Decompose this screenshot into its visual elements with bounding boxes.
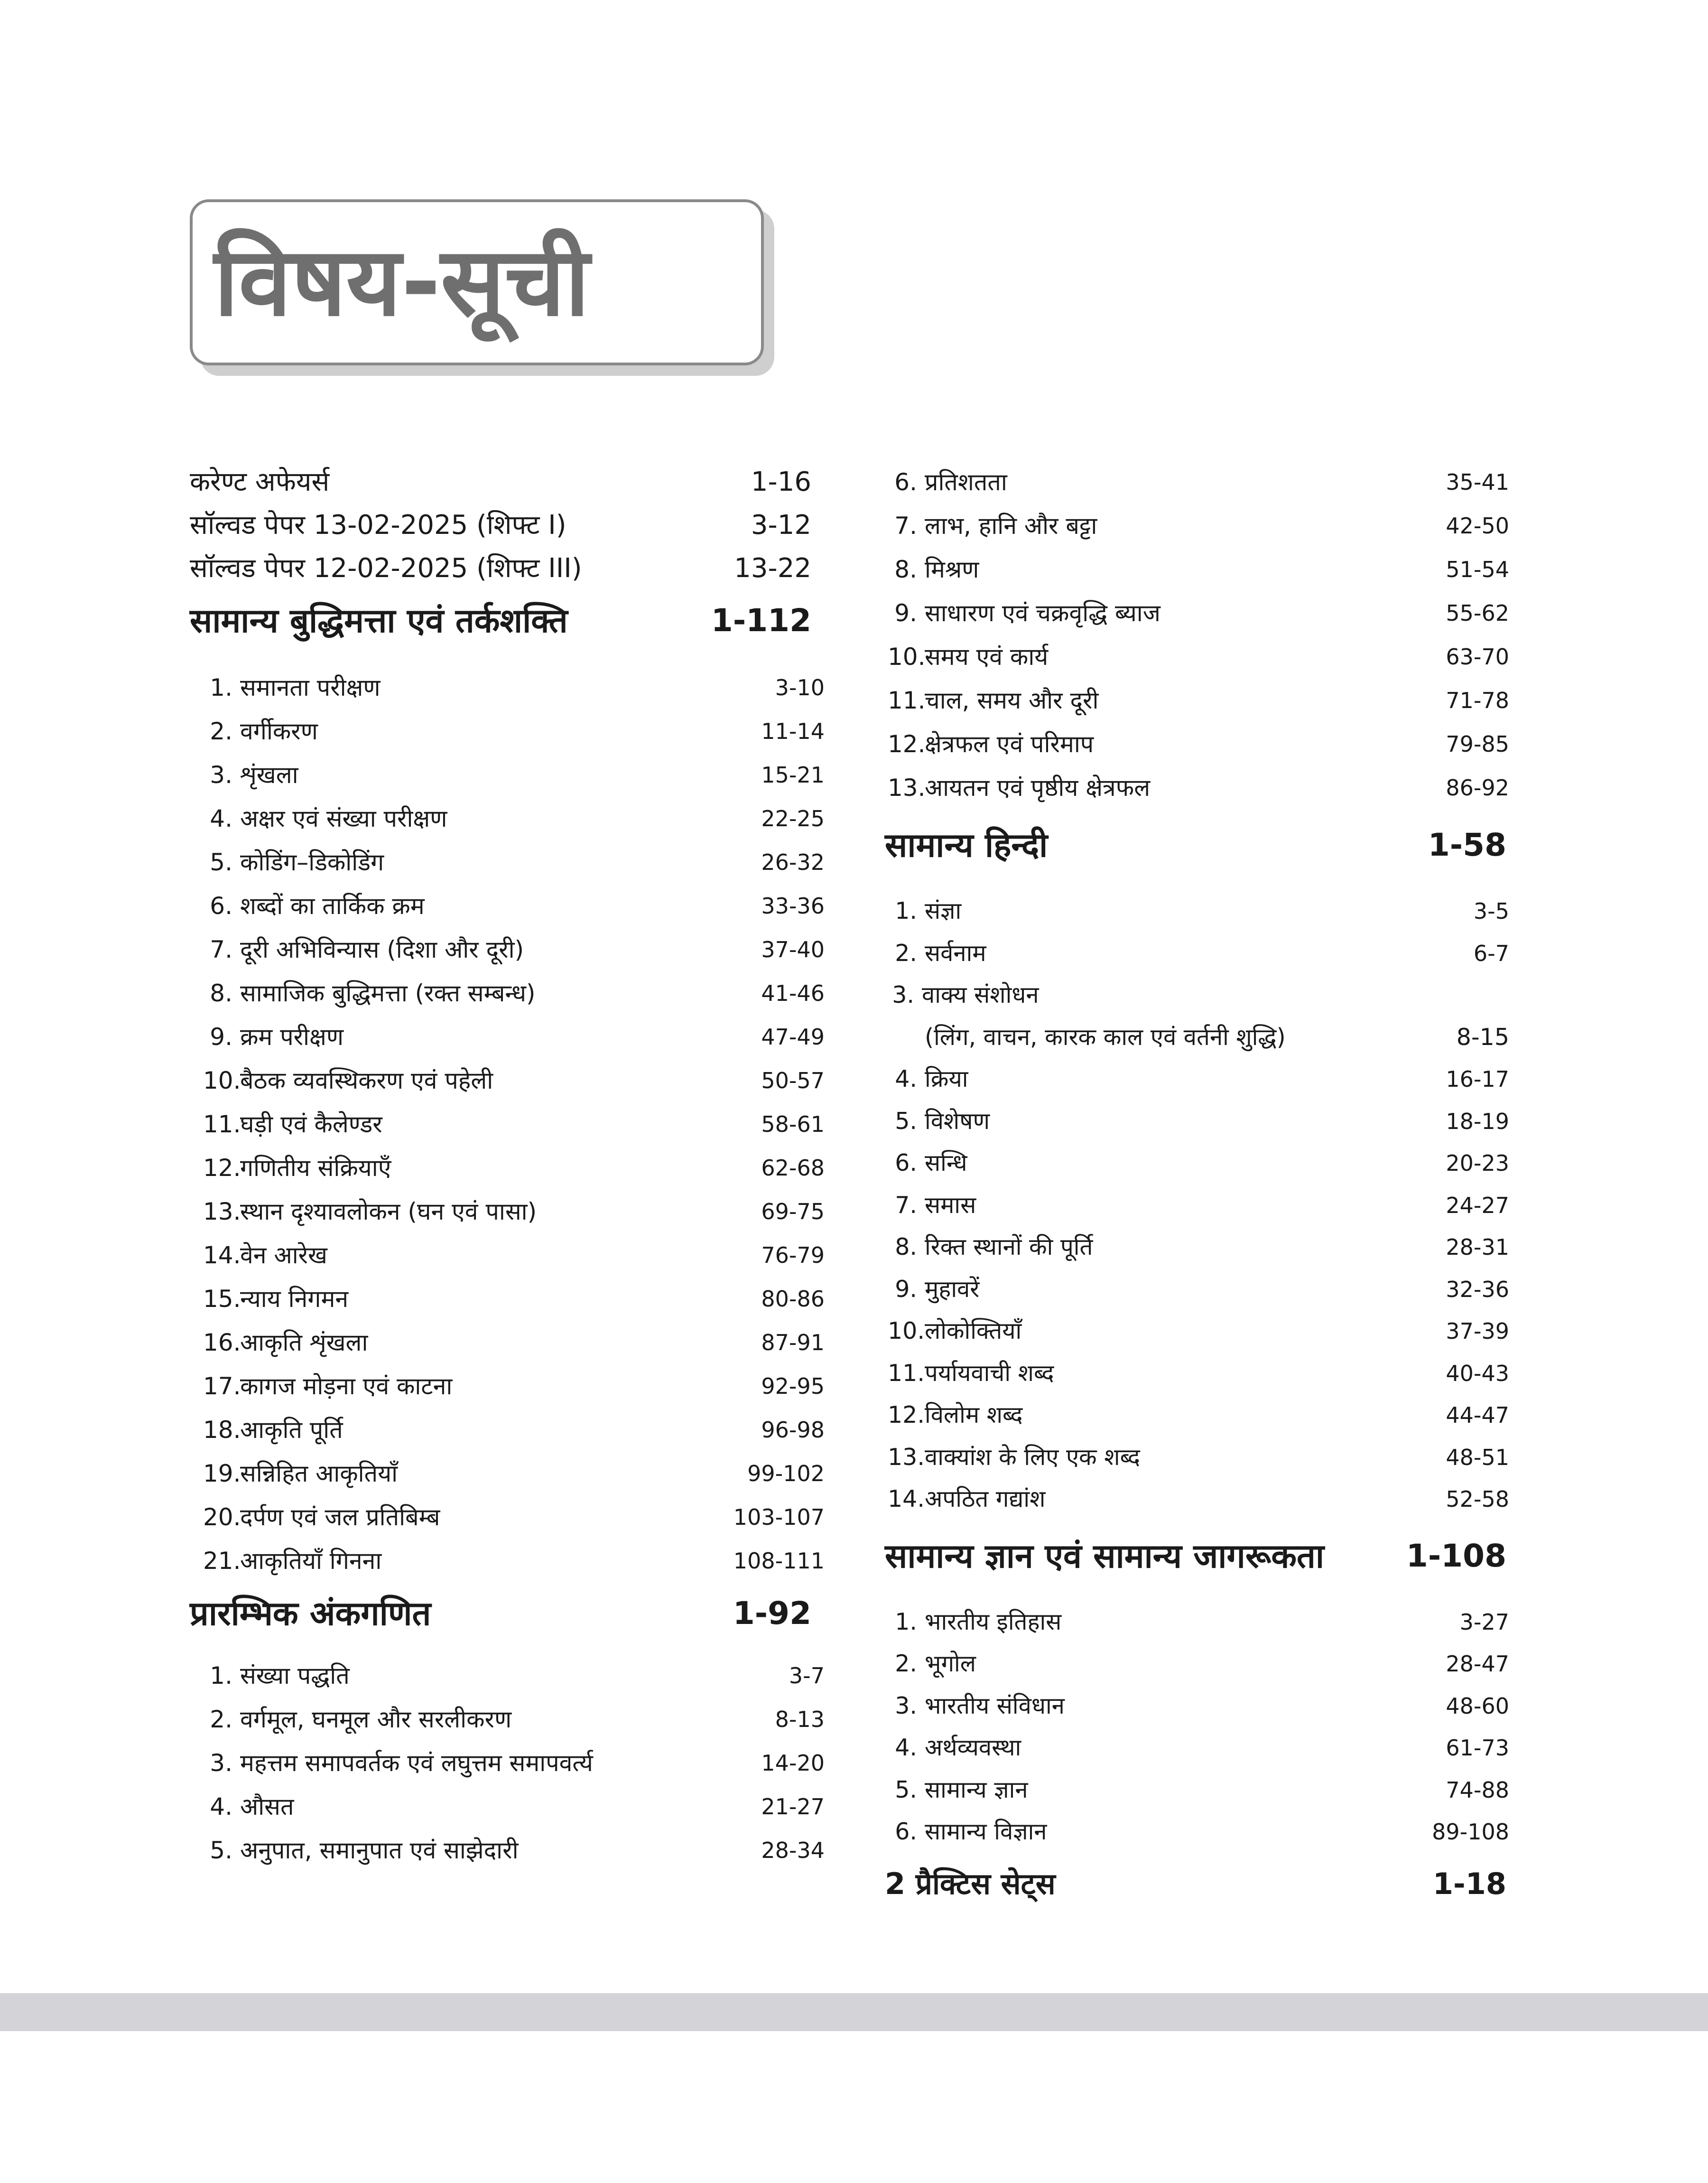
entry-number: 13. [203,1198,241,1225]
entry-label: प्रतिशतता [925,468,1007,496]
entry-label: गणितीय संक्रियाएँ [240,1154,391,1182]
entry-pages: 3-10 [775,675,825,700]
toc-entry [885,1310,1509,1353]
entry-number: 6. [894,468,917,496]
entry-number: 1. [210,674,232,701]
toc-entry [190,1364,825,1408]
entry-label: अपठित गद्यांश [925,1485,1046,1512]
entry-pages: 50-57 [761,1068,825,1093]
entry-label: सॉल्वड पेपर 12-02-2025 (शिफ्ट III) [190,553,582,584]
entry-label: वाक्यांश के लिए एक शब्द [925,1443,1140,1471]
entry-label: सर्वनाम [925,939,986,967]
entry-number: 14. [888,1485,925,1512]
entry-pages: 40-43 [1446,1360,1509,1386]
entry-number: 8. [894,556,917,583]
entry-label: वेन आरेख [240,1241,327,1269]
entry-number: 2. [895,939,917,967]
section-pages: 1-92 [733,1595,811,1632]
entry-number: 9. [894,599,917,627]
page-title: विषय-सूची [214,227,590,337]
toc-entry [885,504,1509,548]
toc-entry [885,1226,1509,1269]
toc-entry [190,1321,825,1364]
toc-entry [190,460,811,504]
entry-label: मुहावरें [925,1275,980,1303]
entry-label: सॉल्वड पेपर 13-02-2025 (शिफ्ट I) [190,510,566,541]
toc-entry [190,1495,825,1539]
section-pages: 1-112 [711,602,811,639]
entry-number: 12. [203,1154,241,1182]
toc-entry [885,1101,1509,1143]
entry-number: 13. [888,1443,925,1471]
entry-number: 4. [895,1734,917,1761]
entry-pages: 41-46 [761,980,825,1006]
toc-entry [190,1698,825,1741]
toc-entry [190,1452,825,1495]
entry-label: रिक्त स्थानों की पूर्ति [925,1233,1093,1260]
entry-label: वर्गीकरण [240,718,318,745]
entry-pages: 48-51 [1446,1444,1509,1470]
entry-number: 3. [210,1749,232,1777]
entry-number: 8. [895,1233,917,1260]
entry-pages: 3-5 [1473,898,1509,924]
toc-entry [885,766,1509,810]
toc-entry [190,1539,825,1583]
entry-label: संख्या पद्धति [240,1662,350,1689]
entry-label: आकृतियाँ गिनना [240,1547,382,1575]
entry-label: साधारण एवं चक्रवृद्धि ब्याज [925,599,1160,627]
entry-label: वर्गमूल, घनमूल और सरलीकरण [240,1706,512,1733]
toc-entry [190,1146,825,1190]
toc-entry [885,1643,1509,1685]
entry-number: 17. [203,1372,241,1400]
entry-pages: 21-27 [761,1794,825,1819]
entry-label: क्रम परीक्षण [240,1023,343,1051]
toc-entry [190,1015,825,1059]
entry-pages: 11-14 [761,718,825,744]
entry-label: सामान्य विज्ञान [925,1818,1047,1845]
entry-label: सामाजिक बुद्धिमत्ता (रक्त सम्बन्ध) [240,980,536,1007]
practice-sets-row [885,1853,1506,1915]
toc-entry [885,1601,1509,1643]
entry-number: 20. [203,1503,241,1531]
entry-pages: 26-32 [761,849,825,875]
entry-label: सामान्य ज्ञान [925,1776,1028,1803]
entry-pages: 69-75 [761,1199,825,1224]
entry-pages: 3-7 [789,1663,825,1689]
entry-pages: 79-85 [1446,731,1509,757]
entry-pages: 63-70 [1446,644,1509,670]
entry-number: 7. [895,1191,917,1219]
section-title: सामान्य बुद्धिमत्ता एवं तर्कशक्ति [190,601,568,640]
toc-entry [190,1741,825,1785]
entry-pages: 86-92 [1446,775,1509,801]
toc-entry [190,1785,825,1828]
entry-number: 18. [203,1416,241,1444]
toc-entry [885,1478,1509,1521]
entry-pages: 3-12 [751,510,811,541]
entry-pages: 8-15 [1456,1023,1509,1051]
entry-label: भूगोल [925,1650,976,1677]
entry-pages: 76-79 [761,1242,825,1268]
entry-pages: 37-39 [1446,1318,1509,1344]
entry-pages: 22-25 [761,806,825,831]
toc-entry [190,971,825,1015]
entry-pages: 71-78 [1446,688,1509,713]
entry-pages: 52-58 [1446,1486,1509,1512]
entry-pages: 1-16 [751,466,811,497]
entry-number: 16. [203,1329,241,1356]
entry-label-line2: (लिंग, वाचन, कारक काल एवं वर्तनी शुद्धि) [925,1023,1286,1051]
entry-label: आयतन एवं पृष्ठीय क्षेत्रफल [925,774,1151,802]
entry-label: मिश्रण [925,556,979,583]
section-header [885,814,1506,890]
entry-label: लोकोक्तियाँ [925,1317,1022,1344]
entry-number: 13. [888,774,926,802]
entry-pages: 8-13 [775,1707,825,1732]
entry-label: दर्पण एवं जल प्रतिबिम्ब [240,1503,440,1531]
entry-pages: 47-49 [761,1024,825,1050]
entry-pages: 61-73 [1446,1735,1509,1761]
toc-entry [885,974,1509,1058]
entry-label: स्थान दृश्यावलोकन (घन एवं पासा) [240,1198,537,1225]
entry-pages: 35-41 [1446,469,1509,495]
toc-entry [885,933,1509,975]
toc-entry [190,1654,825,1698]
toc-entry [190,1408,825,1452]
entry-number: 14. [203,1241,241,1269]
entry-label: भारतीय इतिहास [925,1608,1062,1635]
entry-number: 5. [210,849,232,876]
entry-number: 6. [895,1149,917,1176]
entry-number: 6. [895,1818,917,1845]
entry-pages: 92-95 [761,1373,825,1399]
toc-entry [190,1102,825,1146]
entry-pages: 58-61 [761,1111,825,1137]
entry-number: 5. [895,1776,917,1803]
entry-number: 4. [210,1793,232,1820]
entry-pages: 74-88 [1446,1777,1509,1803]
entry-pages: 87-91 [761,1330,825,1355]
section-header [885,1525,1506,1601]
entry-pages: 32-36 [1446,1276,1509,1302]
entry-pages: 103-107 [733,1504,825,1530]
entry-label: करेण्ट अफेयर्स [190,466,330,497]
entry-label: आकृति पूर्ति [240,1416,343,1444]
entry-number: 9. [895,1275,917,1303]
entry-pages: 44-47 [1446,1402,1509,1428]
title-box [190,199,764,365]
entry-label: आकृति शृंखला [240,1329,368,1356]
entry-label: समास [925,1191,976,1219]
entry-label: विलोम शब्द [925,1401,1023,1428]
entry-number: 12. [888,1401,925,1428]
entry-label: सन्निहित आकृतियाँ [240,1460,398,1487]
entry-pages: 28-47 [1446,1651,1509,1677]
entry-number: 11. [888,687,926,714]
toc-entry [885,1058,1509,1101]
toc-right-column [885,460,1509,1915]
entry-label: अनुपात, समानुपात एवं साझेदारी [240,1837,519,1864]
toc-entry [885,722,1509,766]
entry-number: 3. [895,1692,917,1719]
entry-number: 10. [888,1317,925,1344]
practice-label: 2 प्रैक्टिस सेट्स [885,1866,1056,1901]
entry-number: 9. [210,1023,232,1051]
toc-entry [885,591,1509,635]
section-title: प्रारम्भिक अंकगणित [190,1594,431,1633]
toc-entry [885,1269,1509,1311]
toc-entry [190,504,811,547]
entry-pages: 37-40 [761,937,825,962]
toc-entry [885,1185,1509,1227]
entry-pages: 42-50 [1446,513,1509,539]
entry-label: संज्ञा [925,897,962,924]
entry-number: 3. [892,981,914,1008]
entry-label: घड़ी एवं कैलेण्डर [240,1110,382,1138]
footer-band [0,1993,1708,2031]
entry-label: न्याय निगमन [240,1285,349,1313]
entry-number: 11. [203,1110,241,1138]
entry-label: चाल, समय और दूरी [925,687,1099,714]
entry-number: 11. [888,1359,925,1387]
toc-entry [190,1277,825,1321]
entry-pages: 13-22 [734,553,811,584]
entry-number: 7. [210,936,232,963]
entry-label: शब्दों का तार्किक क्रम [240,892,425,920]
toc-entry [190,709,825,753]
entry-number: 4. [895,1065,917,1092]
practice-pages: 1-18 [1432,1866,1506,1901]
entry-label: अक्षर एवं संख्या परीक्षण [240,805,447,832]
toc-entry [885,548,1509,591]
toc-entry [190,928,825,971]
entry-number: 10. [203,1067,241,1094]
entry-label: समानता परीक्षण [240,674,381,701]
entry-number: 1. [895,1608,917,1635]
toc-entry [190,547,811,590]
entry-pages: 6-7 [1473,940,1509,966]
entry-pages: 3-27 [1459,1609,1509,1635]
toc-entry [190,840,825,884]
entry-pages: 14-20 [761,1750,825,1776]
entry-number: 19. [203,1460,241,1487]
entry-number: 15. [203,1285,241,1313]
entry-number: 4. [210,805,232,832]
entry-pages: 62-68 [761,1155,825,1181]
entry-pages: 15-21 [761,762,825,788]
entry-pages: 16-17 [1446,1066,1509,1092]
entry-number: 6. [210,892,232,920]
entry-label: क्षेत्रफल एवं परिमाप [925,730,1094,758]
section-pages: 1-58 [1428,827,1506,863]
entry-number: 21. [203,1547,241,1575]
entry-number: 2. [895,1650,917,1677]
entry-label: बैठक व्यवस्थिकरण एवं पहेली [240,1067,493,1094]
entry-number: 10. [888,643,926,671]
toc-entry [885,1685,1509,1727]
entry-label: महत्तम समापवर्तक एवं लघुत्तम समापवर्त्य [240,1749,593,1777]
toc-entry [885,1437,1509,1479]
entry-pages: 99-102 [747,1461,825,1486]
toc-entry [885,635,1509,679]
entry-pages: 96-98 [761,1417,825,1443]
entry-pages: 24-27 [1446,1192,1509,1218]
entry-label: अर्थव्यवस्था [925,1734,1021,1761]
entry-label: औसत [240,1793,294,1820]
entry-label: समय एवं कार्य [925,643,1049,671]
entry-pages: 20-23 [1446,1150,1509,1176]
section-title: सामान्य हिन्दी [885,826,1048,865]
entry-pages: 89-108 [1432,1819,1509,1845]
toc-entry [885,1769,1509,1811]
toc-entry [885,460,1509,504]
toc-entry [190,1828,825,1872]
entry-label: कोडिंग–डिकोडिंग [240,849,384,876]
toc-entry [885,1727,1509,1769]
entry-pages: 33-36 [761,893,825,919]
entry-pages: 55-62 [1446,600,1509,626]
toc-entry [885,890,1509,933]
entry-label: दूरी अभिविन्यास (दिशा और दूरी) [240,936,524,963]
toc-entry [190,884,825,928]
entry-pages: 48-60 [1446,1693,1509,1719]
entry-label: वाक्य संशोधन [922,981,1039,1008]
entry-number: 8. [210,980,232,1007]
entry-number: 2. [210,718,232,745]
entry-label: कागज मोड़ना एवं काटना [240,1372,453,1400]
entry-pages: 28-34 [761,1838,825,1863]
entry-label: पर्यायवाची शब्द [925,1359,1054,1387]
entry-number: 7. [894,512,917,540]
toc-entry [885,1353,1509,1395]
toc-left-column [190,460,825,1872]
entry-pages: 51-54 [1446,557,1509,582]
toc-entry [885,1811,1509,1853]
entry-number: 5. [895,1107,917,1135]
entry-label: सन्धि [925,1149,967,1176]
entry-number: 1. [895,897,917,924]
entry-number: 1. [210,1662,232,1689]
entry-pages: 108-111 [733,1548,825,1574]
section-header [190,590,811,666]
entry-label: लाभ, हानि और बट्टा [925,512,1097,540]
toc-entry [190,1059,825,1102]
entry-label: विशेषण [925,1107,990,1135]
section-pages: 1-108 [1406,1537,1506,1574]
entry-label: भारतीय संविधान [925,1692,1065,1719]
toc-entry [190,1190,825,1233]
toc-entry [885,679,1509,722]
toc-entry [190,666,825,709]
entry-pages: 28-31 [1446,1234,1509,1260]
entry-number: 5. [210,1837,232,1864]
entry-pages: 80-86 [761,1286,825,1312]
entry-label: क्रिया [925,1065,968,1092]
toc-entry [885,1142,1509,1185]
section-title: सामान्य ज्ञान एवं सामान्य जागरूकता [885,1536,1324,1576]
section-header [190,1583,811,1654]
entry-label: शृंखला [240,761,298,789]
entry-pages: 18-19 [1446,1108,1509,1134]
entry-number: 3. [210,761,232,789]
entry-number: 2. [210,1706,232,1733]
toc-entry [885,1394,1509,1437]
entry-number: 12. [888,730,926,758]
toc-entry [190,1233,825,1277]
toc-entry [190,797,825,840]
toc-entry [190,753,825,797]
